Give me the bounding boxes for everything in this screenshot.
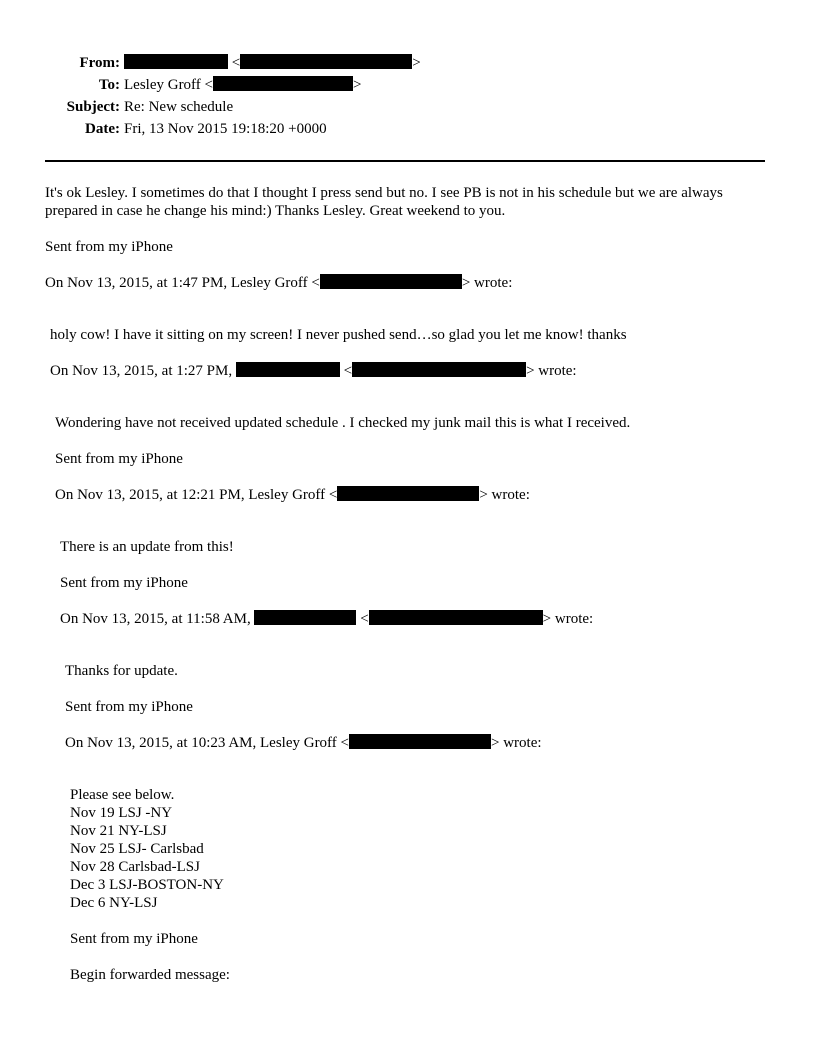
quote-header-suffix: > wrote:	[491, 735, 542, 751]
to-name: Lesley Groff	[124, 77, 201, 93]
redaction-box	[240, 54, 412, 69]
schedule-intro: Please see below.	[70, 787, 175, 803]
forwarded-message-label: Begin forwarded message:	[70, 967, 230, 983]
redaction-box	[124, 54, 228, 69]
date-label: Date:	[85, 121, 120, 137]
quote-header-suffix: > wrote:	[526, 363, 577, 379]
schedule-item: Nov 25 LSJ- Carlsbad	[70, 841, 204, 857]
quote-header: On Nov 13, 2015, at 1:27 PM, < > wrote:	[50, 363, 577, 379]
redaction-box	[369, 610, 543, 625]
to-label: To:	[98, 77, 120, 93]
redaction-box	[320, 274, 462, 289]
quote-header-text: On Nov 13, 2015, at 1:27 PM,	[50, 363, 233, 379]
subject-label: Subject:	[66, 99, 120, 115]
signature: Sent from my iPhone	[70, 931, 198, 947]
redaction-box	[254, 610, 356, 625]
quote-header	[65, 734, 542, 752]
quote-header	[45, 274, 512, 292]
reply-text: Wondering have not received updated schedule . I checked my junk mail this is what I received.	[55, 415, 631, 431]
header-divider	[45, 160, 765, 162]
quote-header-text: On Nov 13, 2015, at 11:58 AM,	[60, 611, 251, 627]
reply-text: It's ok Lesley. I sometimes do that I thought I press send but no. I see PB is not in his schedule but we are always prepared in case he change his mind:) Thanks Lesley. Great weekend to you.	[45, 185, 723, 219]
reply-text: Thanks for update.	[65, 663, 178, 679]
redaction-box	[337, 486, 479, 501]
quote-header-text: On Nov 13, 2015, at 1:47 PM, Lesley Groff <	[45, 275, 320, 291]
quote-header-suffix: > wrote:	[542, 611, 594, 627]
quote-header-suffix: > wrote:	[479, 487, 530, 503]
from-label: From:	[79, 55, 120, 71]
signature: Sent from my iPhone	[60, 575, 188, 591]
date-value: Fri, 13 Nov 2015 19:18:20 +0000	[124, 121, 327, 137]
redaction-box	[213, 76, 353, 91]
signature: Sent from my iPhone	[55, 451, 183, 467]
quote-header-text: On Nov 13, 2015, at 12:21 PM, Lesley Groff <	[55, 487, 338, 503]
signature: Sent from my iPhone	[65, 699, 193, 715]
redaction-box	[236, 362, 340, 377]
redaction-box	[352, 362, 526, 377]
from-value: < >	[124, 54, 421, 72]
quote-header-text: On Nov 13, 2015, at 10:23 AM, Lesley Groff <	[65, 735, 349, 751]
subject-value: Re: New schedule	[124, 99, 234, 115]
schedule-item: Nov 28 Carlsbad-LSJ	[70, 859, 200, 875]
quote-header-suffix: > wrote:	[461, 275, 513, 291]
quote-header	[55, 486, 530, 504]
reply-text: There is an update from this!	[60, 539, 234, 555]
reply-text: holy cow! I have it sitting on my screen! I never pushed send…so glad you let me know! thanks	[50, 327, 627, 343]
schedule-item: Nov 19 LSJ -NY	[70, 805, 173, 821]
schedule-item: Nov 21 NY-LSJ	[70, 823, 167, 839]
to-value: Lesley Groff < >	[124, 77, 362, 93]
schedule-item: Dec 3 LSJ-BOSTON-NY	[70, 877, 224, 893]
signature: Sent from my iPhone	[45, 239, 173, 255]
schedule-item: Dec 6 NY-LSJ	[70, 895, 158, 911]
quote-header: On Nov 13, 2015, at 11:58 AM, < > wrote:	[60, 611, 594, 627]
redaction-box	[349, 734, 491, 749]
